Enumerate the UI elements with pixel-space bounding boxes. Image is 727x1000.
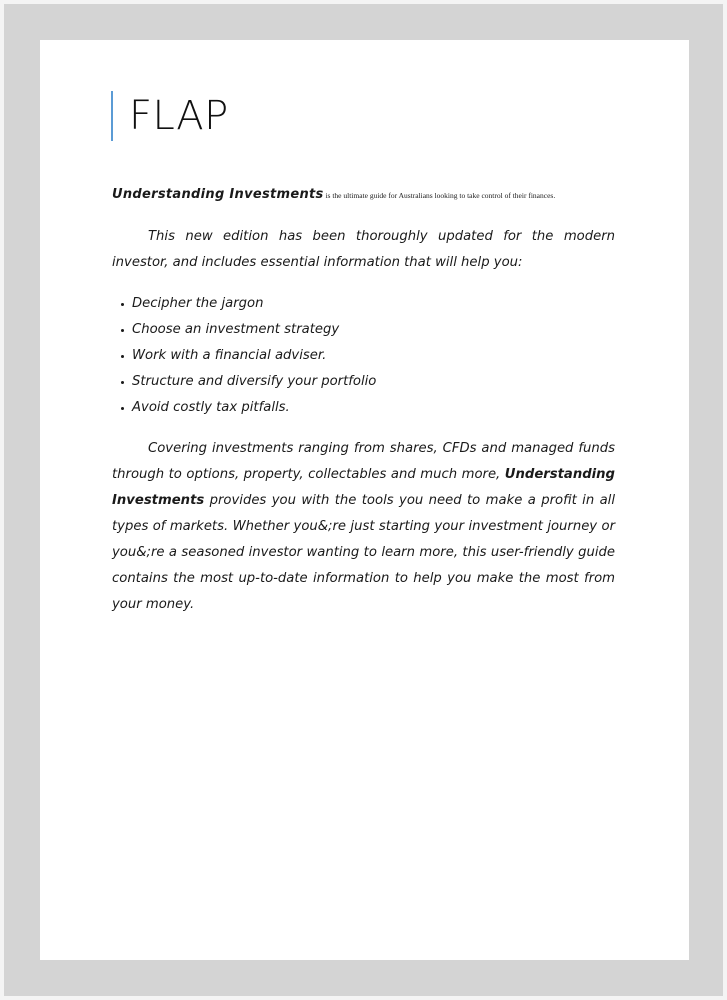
document-body [112, 180, 615, 618]
page-title: FLAP [129, 93, 229, 139]
list-item-text: Work with a financial adviser. [132, 348, 327, 363]
list-item-text: Decipher the jargon [132, 296, 264, 311]
book-title: Understanding Investments [112, 187, 324, 202]
paragraph-text: Covering investments ranging from shares, CFDs and managed funds through to options, property, collectables and much more, [112, 441, 615, 482]
intro-text: is the ultimate guide for Australians looking to take control of their finances. [323, 191, 556, 200]
list-item-text: Choose an investment strategy [132, 322, 340, 337]
bullet-icon [121, 303, 124, 306]
list-item [121, 395, 615, 421]
book-title-inline: Understanding Investments [112, 467, 615, 508]
bullet-icon [121, 355, 124, 358]
list-item [121, 343, 615, 369]
list-item [121, 317, 615, 343]
list-item-text: Structure and diversify your portfolio [132, 374, 377, 389]
bullet-icon [121, 329, 124, 332]
list-item-text: Avoid costly tax pitfalls. [132, 400, 290, 415]
list-item [121, 369, 615, 395]
document-viewport[interactable] [4, 4, 723, 996]
bullet-list [112, 291, 615, 421]
paragraph-intro: This new edition has been thoroughly updated for the modern investor, and includes essential information that will help you: [112, 229, 615, 270]
intro-line [112, 180, 615, 209]
paragraph-description [112, 436, 615, 618]
bullet-icon [121, 407, 124, 410]
title-block [111, 91, 229, 141]
paragraph-text: provides you with the tools you need to make a profit in all types of markets. Whether you&;re just starting your investment journey or you&;re a seasoned investor wanting to learn more, this user-friendly guide contains the most up-to-date information to help you make the most from your money. [112, 493, 615, 612]
list-item [121, 291, 615, 317]
document-page [40, 40, 689, 960]
bullet-icon [121, 381, 124, 384]
